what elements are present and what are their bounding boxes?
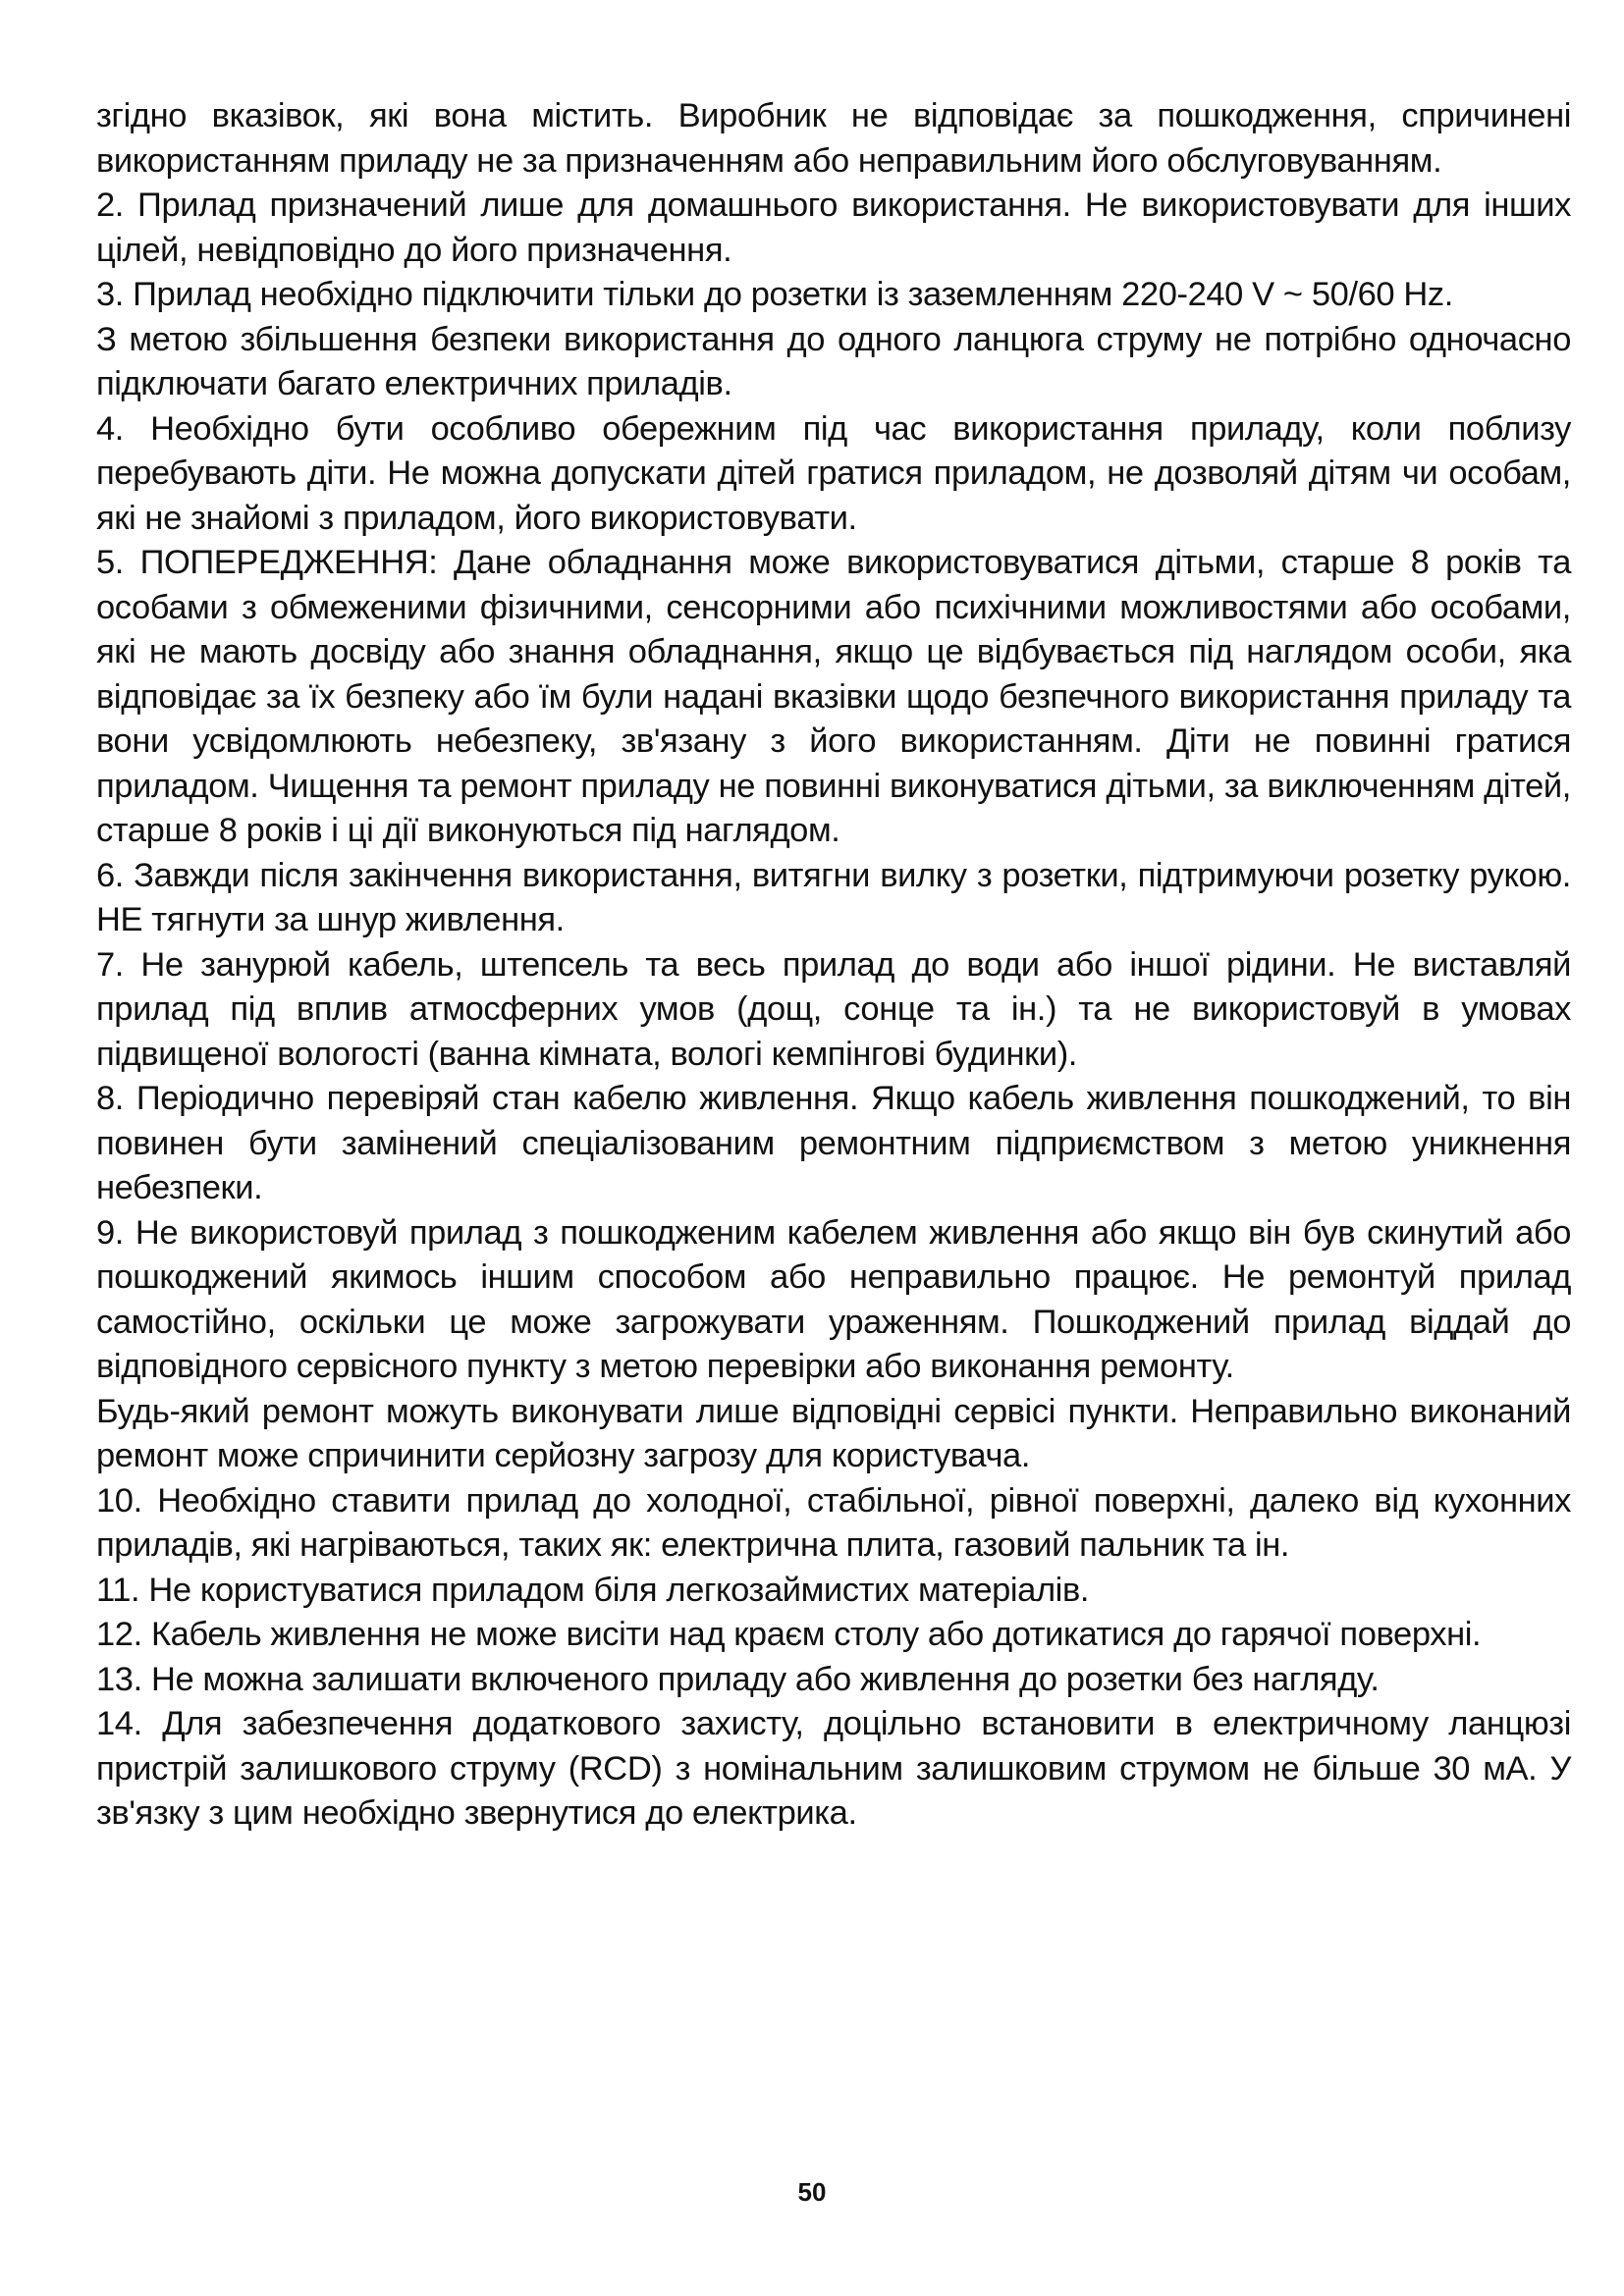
paragraph-item-4: 4. Необхідно бути особливо обережним під час використання приладу, коли поблизу перебувають діти. Не можна допускати дітей гратися приладом, не дозволяй дітям чи особам, які не знайомі з приладом, його використовувати. (96, 409, 1571, 537)
page-number: 50 (797, 2177, 827, 2207)
paragraph-item-11: 11. Не користуватися приладом біля легкозаймистих матеріалів. (96, 1571, 1090, 1609)
paragraph-item-12: 12. Кабель живлення не може висіти над краєм столу або дотикатися до гарячої поверхні. (96, 1616, 1482, 1653)
paragraph-item-2: 2. Прилад призначений лише для домашнього використання. Не використовувати для інших цілей, невідповідно до його призначення. (96, 187, 1571, 269)
paragraph-item-3: 3. Прилад необхідно підключити тільки до розетки із заземленням 220-240 V ~ 50/60 Hz. (96, 276, 1453, 313)
paragraph-item-3-note: З метою збільшення безпеки використання до одного ланцюга струму не потрібно одночасно підключати багато електричних приладів. (96, 320, 1571, 402)
paragraph-continuation: згідно вказівок, які вона містить. Виробник не відповідає за пошкодження, спричинені використанням приладу не за призначенням або неправильним його обслуговуванням. (96, 97, 1571, 180)
paragraph-item-10: 10. Необхідно ставити прилад до холодної, стабільної, рівної поверхні, далеко від кухонних приладів, які нагріваються, таких як: електрична плита, газовий пальник та ін. (96, 1481, 1571, 1564)
paragraph-item-13: 13. Не можна залишати включеного приладу або живлення до розетки без нагляду. (96, 1660, 1380, 1698)
paragraph-item-6: 6. Завжди після закінчення використання, витягни вилку з розетки, підтримуючи розетку рукою. НЕ тягнути за шнур живлення. (96, 856, 1571, 938)
paragraph-item-9-note: Будь-який ремонт можуть виконувати лише відповідні сервісі пункти. Неправильно виконаний ремонт може спричинити серйозну загрозу для користувача. (96, 1392, 1571, 1474)
paragraph-item-9: 9. Не використовуй прилад з пошкодженим кабелем живлення або якщо він був скинутий або пошкоджений якимось іншим способом або неправильно працює. Не ремонтуй прилад самостійно, оскільки це може загрожувати ураженням. Пошкоджений прилад віддай до відповідного сервісного пункту з метою перевірки або виконання ремонту. (96, 1213, 1571, 1385)
document-body (96, 94, 1571, 1837)
paragraph-item-5-warning: 5. ПОПЕРЕДЖЕННЯ: Дане обладнання може використовуватися дітьми, старше 8 років та особами з обмеженими фізичними, сенсорними або психічними можливостями або особами, які не мають досвіду або знання обладнання, якщо це відбувається під наглядом особи, яка відповідає за їх безпеку або їм були надані вказівки щодо безпечного використання приладу та вони усвідомлюють небезпеку, зв'язану з його використанням. Діти не повинні гратися приладом. Чищення та ремонт приладу не повинні виконуватися дітьми, за виключенням дітей, старше 8 років і ці дії виконуються під наглядом. (96, 544, 1571, 849)
paragraph-item-7: 7. Не занурюй кабель, штепсель та весь прилад до води або іншої рідини. Не виставляй прилад під вплив атмосферних умов (дощ, сонце та ін.) та не використовуй в умовах підвищеної вологості (ванна кімната, вологі кемпінгові будинки). (96, 945, 1571, 1073)
paragraph-item-8: 8. Періодично перевіряй стан кабелю живлення. Якщо кабель живлення пошкоджений, то він повинен бути замінений спеціалізованим ремонтним підприємством з метою уникнення небезпеки. (96, 1080, 1571, 1206)
paragraph-item-14: 14. Для забезпечення додаткового захисту, доцільно встановити в електричному ланцюзі пристрій залишкового струму (RCD) з номінальним залишковим струмом не більше 30 мА. У зв'язку з цим необхідно звернутися до електрика. (96, 1705, 1571, 1832)
